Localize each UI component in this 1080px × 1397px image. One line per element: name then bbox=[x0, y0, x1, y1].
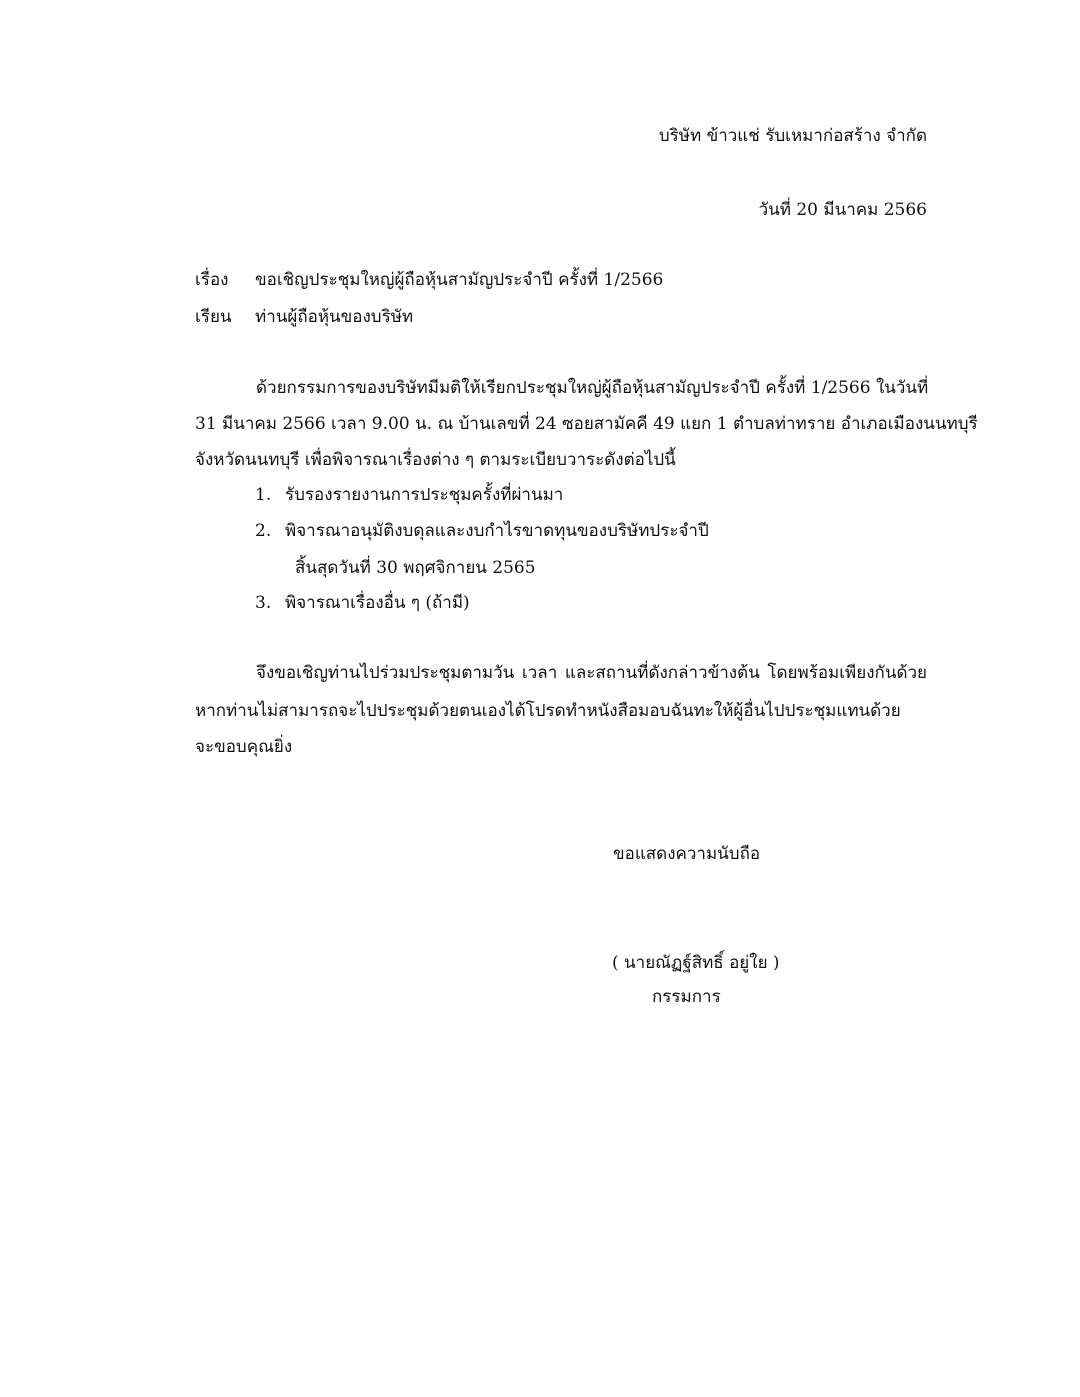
paragraph-1-line-2: 31 มีนาคม 2566 เวลา 9.00 น. ณ บ้านเลขที่ 24 ซอยสามัคคี 49 แยก 1 ตำบลท่าทราย อำเภอเมืองนนทบุรี bbox=[195, 414, 978, 434]
agenda-text: รับรองรายงานการประชุมครั้งที่ผ่านมา bbox=[285, 485, 564, 505]
agenda-item-2 bbox=[255, 519, 709, 543]
agenda-item-2-continuation: สิ้นสุดวันที่ 30 พฤศจิกายน 2565 bbox=[295, 558, 536, 578]
agenda-number: 2. bbox=[255, 521, 272, 541]
subject-text: ขอเชิญประชุมใหญ่ผู้ถือหุ้นสามัญประจำปี ครั้งที่ 1/2566 bbox=[255, 270, 664, 290]
agenda-text: พิจารณาเรื่องอื่น ๆ (ถ้ามี) bbox=[285, 593, 470, 613]
paragraph-2-line-2: หากท่านไม่สามารถจะไปประชุมด้วยตนเองได้โปรดทำหนังสือมอบฉันทะให้ผู้อื่นไปประชุมแทนด้วย bbox=[195, 701, 901, 721]
recipient-line bbox=[195, 305, 413, 329]
agenda-number: 3. bbox=[255, 593, 272, 613]
paragraph-1-line-1: ด้วยกรรมการของบริษัทมีมติให้เรียกประชุมใหญ่ผู้ถือหุ้นสามัญประจำปี ครั้งที่ 1/2566 ในวันที่ bbox=[256, 378, 929, 398]
agenda-item-3 bbox=[255, 591, 470, 615]
company-name: บริษัท ข้าวแช่ รับเหมาก่อสร้าง จำกัด bbox=[658, 126, 927, 146]
signer-title: กรรมการ bbox=[652, 987, 721, 1007]
paragraph-2-line-1: จึงขอเชิญท่านไปร่วมประชุมตามวัน เวลา และสถานที่ดังกล่าวข้างต้น โดยพร้อมเพียงกันด้วย bbox=[256, 663, 927, 683]
signer-name: ( นายณัฏฐ์สิทธิ์ อยู่ใย ) bbox=[612, 953, 780, 973]
closing-regards: ขอแสดงความนับถือ bbox=[613, 844, 761, 864]
paragraph-2-line-3: จะขอบคุณยิ่ง bbox=[195, 737, 293, 757]
agenda-text: พิจารณาอนุมัติงบดุลและงบกำไรขาดทุนของบริษัทประจำปี bbox=[285, 521, 709, 541]
paragraph-1-line-3: จังหวัดนนทบุรี เพื่อพิจารณาเรื่องต่าง ๆ ตามระเบียบวาระดังต่อไปนี้ bbox=[195, 450, 676, 470]
subject-label: เรื่อง bbox=[195, 270, 229, 290]
recipient-text: ท่านผู้ถือหุ้นของบริษัท bbox=[255, 307, 414, 327]
letter-date: วันที่ 20 มีนาคม 2566 bbox=[758, 200, 927, 220]
subject-line bbox=[195, 268, 663, 292]
agenda-number: 1. bbox=[255, 485, 272, 505]
agenda-item-1 bbox=[255, 483, 563, 507]
recipient-label: เรียน bbox=[195, 307, 232, 327]
